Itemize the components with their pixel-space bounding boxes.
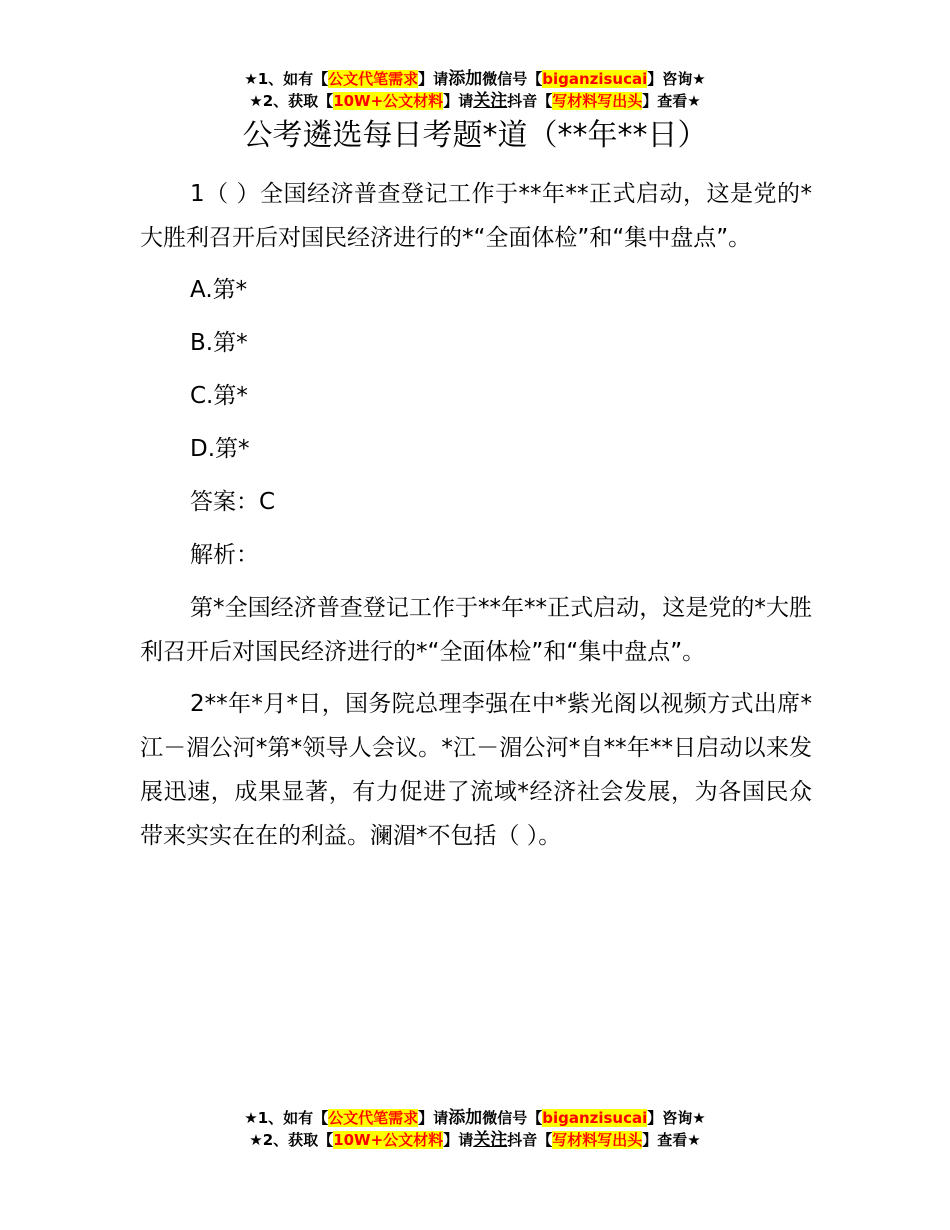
- promo-emphasis: 关注: [473, 1130, 508, 1150]
- answer-line: 答案：C: [190, 489, 276, 515]
- document-body: [140, 172, 812, 866]
- page-title: 公考遴选每日考题*道（**年**日）: [242, 118, 708, 153]
- promo-highlight-douyin-id: 写材料写出头: [552, 92, 643, 110]
- promo-text: ★1、如有【: [244, 1109, 329, 1127]
- promo-text: 】请: [418, 1109, 449, 1127]
- footer-promo-banner: [0, 1107, 950, 1151]
- promo-line-2: [0, 90, 950, 112]
- promo-text: 微信号【: [482, 1109, 543, 1127]
- analysis-text: 第*全国经济普查登记工作于**年**正式启动，这是党的*大胜利召开后对国民经济进行的*“全面体检”和“集中盘点”。: [140, 595, 812, 665]
- promo-highlight-service: 公文代笔需求: [328, 1109, 419, 1127]
- question-1-stem: 1（ ）全国经济普查登记工作于**年**正式启动，这是党的*大胜利召开后对国民经济进行的*“全面体检”和“集中盘点”。: [140, 181, 812, 251]
- option-a: A.第*: [190, 277, 248, 303]
- promo-highlight-wechat-id: biganzisucai: [542, 1109, 648, 1127]
- promo-text: 】咨询★: [647, 1109, 706, 1127]
- promo-text: ★2、获取【: [249, 92, 334, 110]
- promo-emphasis: 添加: [448, 1108, 483, 1128]
- promo-highlight-wechat-id: biganzisucai: [542, 70, 648, 88]
- promo-text: ★1、如有【: [244, 70, 329, 88]
- option-c: C.第*: [190, 383, 248, 409]
- promo-text: 】咨询★: [647, 70, 706, 88]
- header-promo-banner: [0, 68, 950, 112]
- promo-line-1: [0, 1107, 950, 1129]
- promo-text: 】请: [443, 92, 474, 110]
- promo-highlight-service: 公文代笔需求: [328, 70, 419, 88]
- analysis-label: 解析：: [190, 542, 259, 568]
- promo-highlight-materials: 10W+公文材料: [333, 1131, 444, 1149]
- promo-highlight-materials: 10W+公文材料: [333, 92, 444, 110]
- promo-line-2: [0, 1129, 950, 1151]
- option-d: D.第*: [190, 436, 250, 462]
- promo-text: ★2、获取【: [249, 1131, 334, 1149]
- promo-line-1: [0, 68, 950, 90]
- promo-text: 抖音【: [507, 1131, 553, 1149]
- promo-text: 】查看★: [642, 1131, 701, 1149]
- question-2-stem: 2**年*月*日，国务院总理李强在中*紫光阁以视频方式出席*江－湄公河*第*领导人会议。*江－湄公河*自**年**日启动以来发展迅速，成果显著，有力促进了流域*经济社会发展，为各国民众带来实实在在的利益。澜湄*不包括（ ）。: [140, 691, 812, 849]
- promo-emphasis: 关注: [473, 91, 508, 111]
- promo-text: 】请: [418, 70, 449, 88]
- promo-emphasis: 添加: [448, 69, 483, 89]
- promo-text: 】请: [443, 1131, 474, 1149]
- promo-text: 】查看★: [642, 92, 701, 110]
- promo-text: 抖音【: [507, 92, 553, 110]
- option-b: B.第*: [190, 330, 248, 356]
- promo-highlight-douyin-id: 写材料写出头: [552, 1131, 643, 1149]
- promo-text: 微信号【: [482, 70, 543, 88]
